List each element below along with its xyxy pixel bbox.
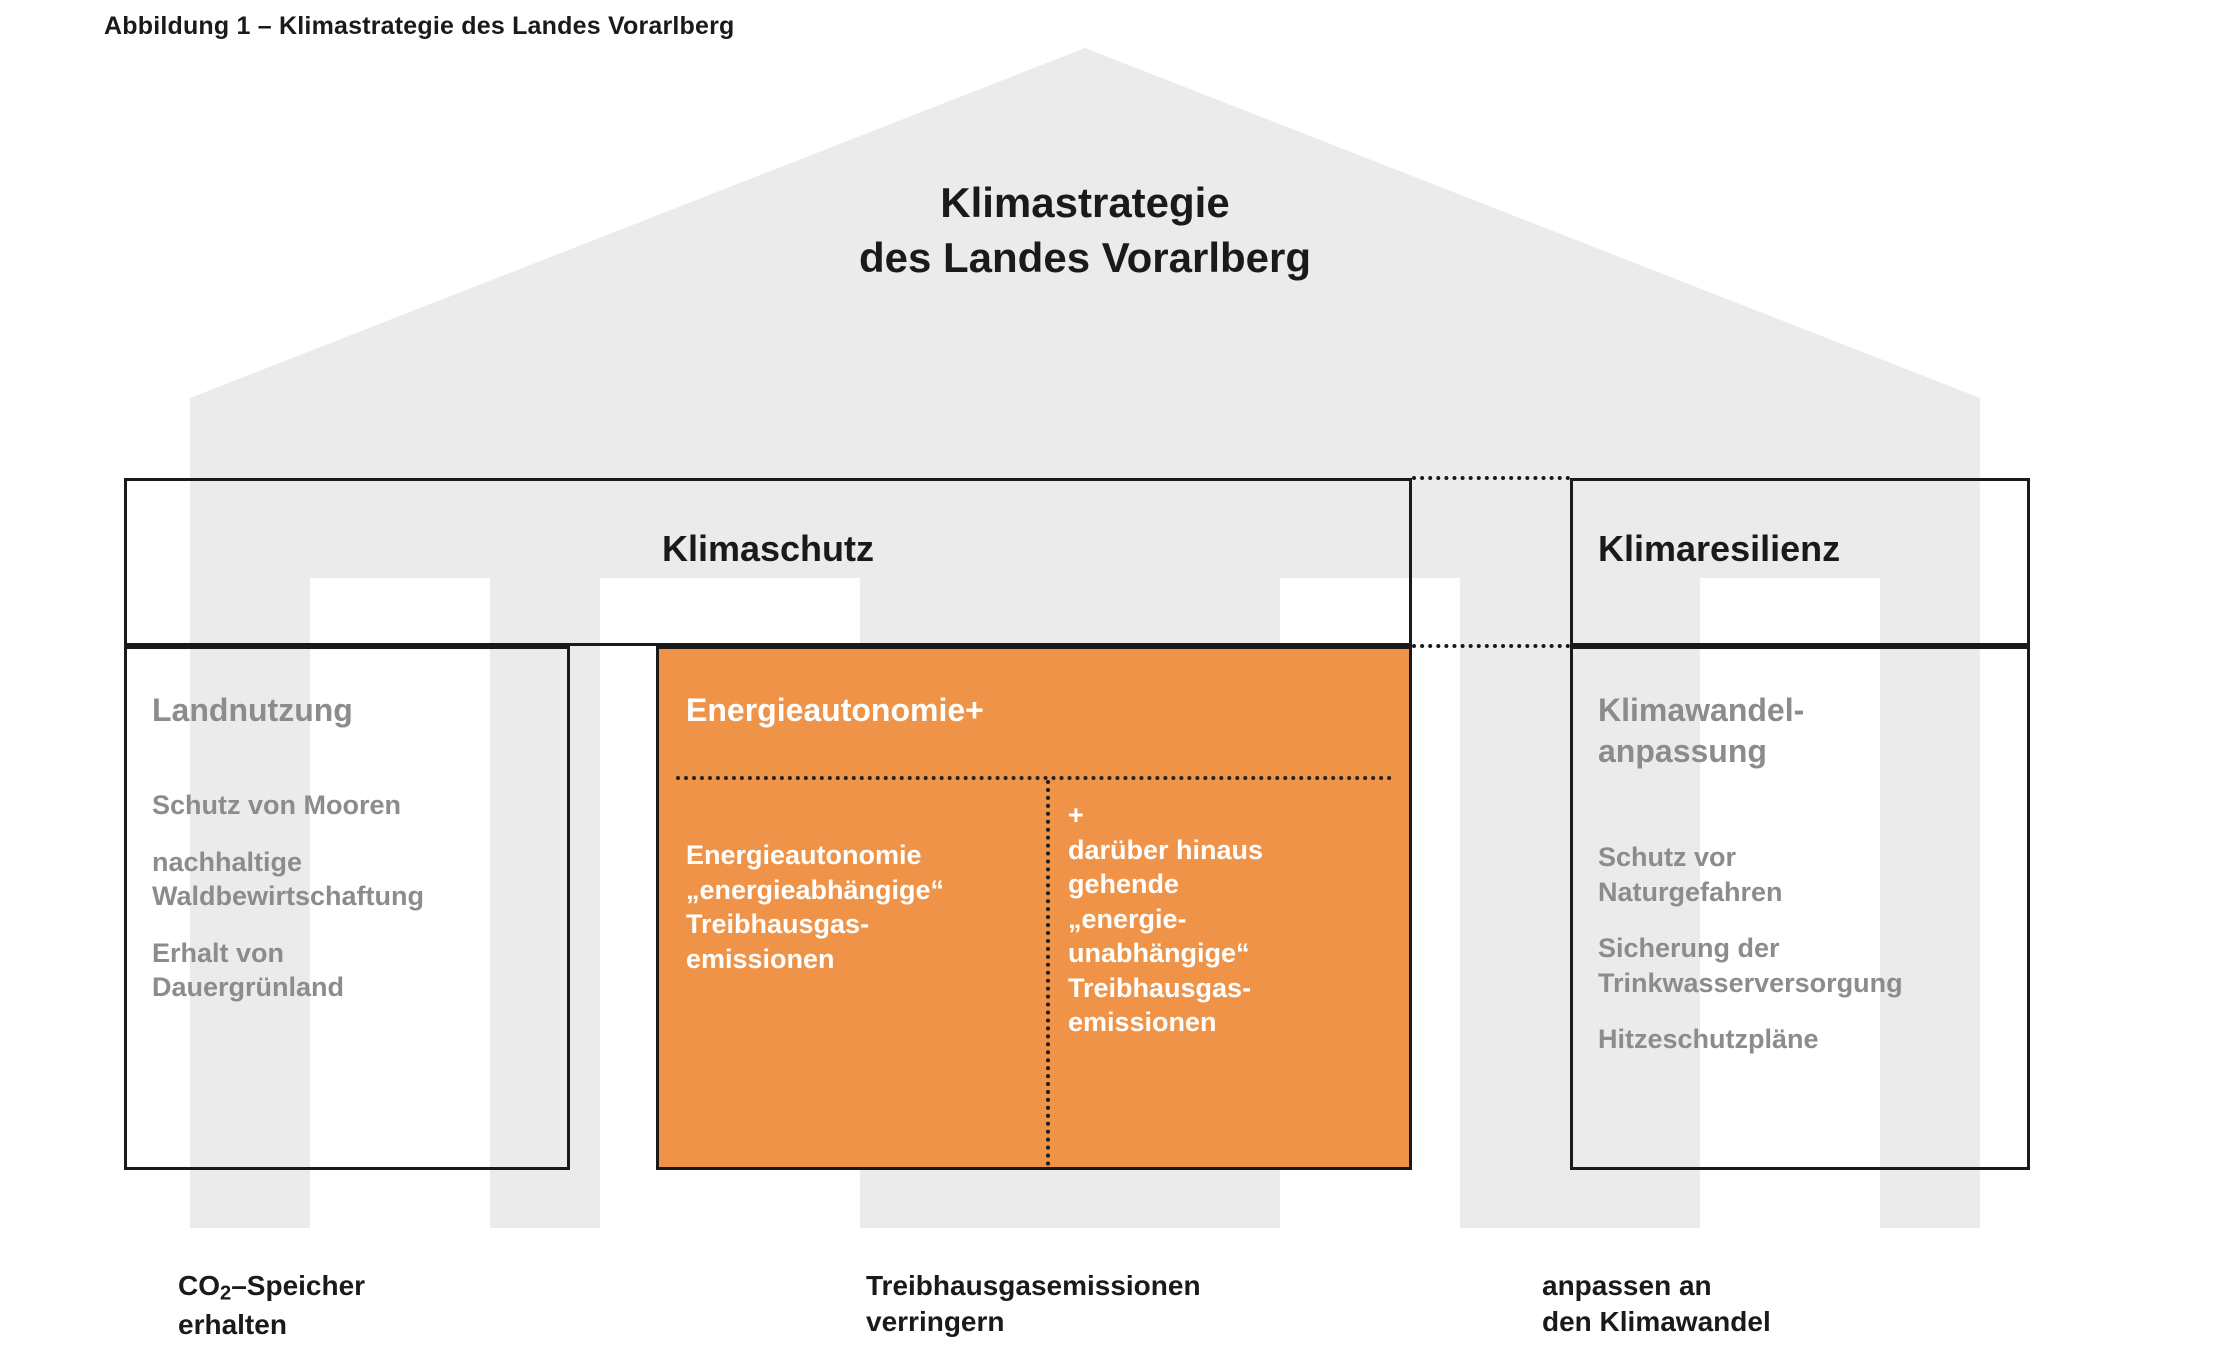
landnutzung-item-2: nachhaltige Waldbewirtschaftung [152,846,425,912]
bottom-label-landnutzung-line1 [178,1268,365,1307]
roof-title-line2: des Landes Vorarlberg [858,234,1312,282]
klimawandel-item-2: Sicherung der Trinkwasserversorgung [1598,933,1903,998]
klimawandelanpassung-title: Klimawandel- anpassung [1598,692,1805,769]
bottom-label-energie [866,1268,1201,1341]
klimawandel-item-3: Hitzeschutzpläne [1598,1024,1819,1055]
bottom-label-energie-line2: verringern [866,1306,1005,1338]
roof-title-line1: Klimastrategie [940,179,1230,226]
landnutzung-item-1: Schutz von Mooren [152,790,401,820]
connector-dots-bottom [1412,644,1570,648]
bottom-label-energie-line1: Treibhausgasemissionen [866,1270,1201,1301]
figure-caption: Abbildung 1 – Klimastrategie des Landes Vorarlberg [104,12,735,40]
connector-dots-top [1412,476,1570,480]
landnutzung-item-3: Erhalt von Dauergrünland [152,937,345,1003]
bottom-label-klimawandel-line1: anpassen an [1542,1270,1712,1301]
landnutzung-title: Landnutzung [152,692,353,728]
klimawandel-item-1: Schutz vor Naturgefahren [1598,842,1783,907]
bottom-label-klimawandel [1542,1268,1771,1341]
speicher-text: –Speicher [231,1270,366,1301]
landnutzung-items [152,788,552,1005]
klimaschutz-heading: Klimaschutz [661,528,875,569]
energieautonomie-title: Energieautonomie+ [686,692,984,728]
energie-divider-horizontal [676,776,1392,780]
klimawandelanpassung-items [1598,840,2038,1057]
co2-subscript: 2 [220,1282,232,1305]
bottom-label-landnutzung [178,1268,365,1343]
energie-sub-left: Energieautonomie „energieabhängige“ Treibhausgas- emissionen [686,840,945,974]
roof-title [190,175,1980,286]
co2-text: CO [178,1270,220,1301]
bottom-label-klimawandel-line2: den Klimawandel [1542,1306,1771,1338]
energie-sub-right: + darüber hinaus gehende „energie- unabhängige“ Treibhausgas- emissionen [1068,800,1264,1038]
energie-divider-vertical [1046,780,1050,1166]
klimaresilienz-heading: Klimaresilienz [1598,528,1841,569]
bottom-label-landnutzung-line2: erhalten [178,1308,287,1340]
